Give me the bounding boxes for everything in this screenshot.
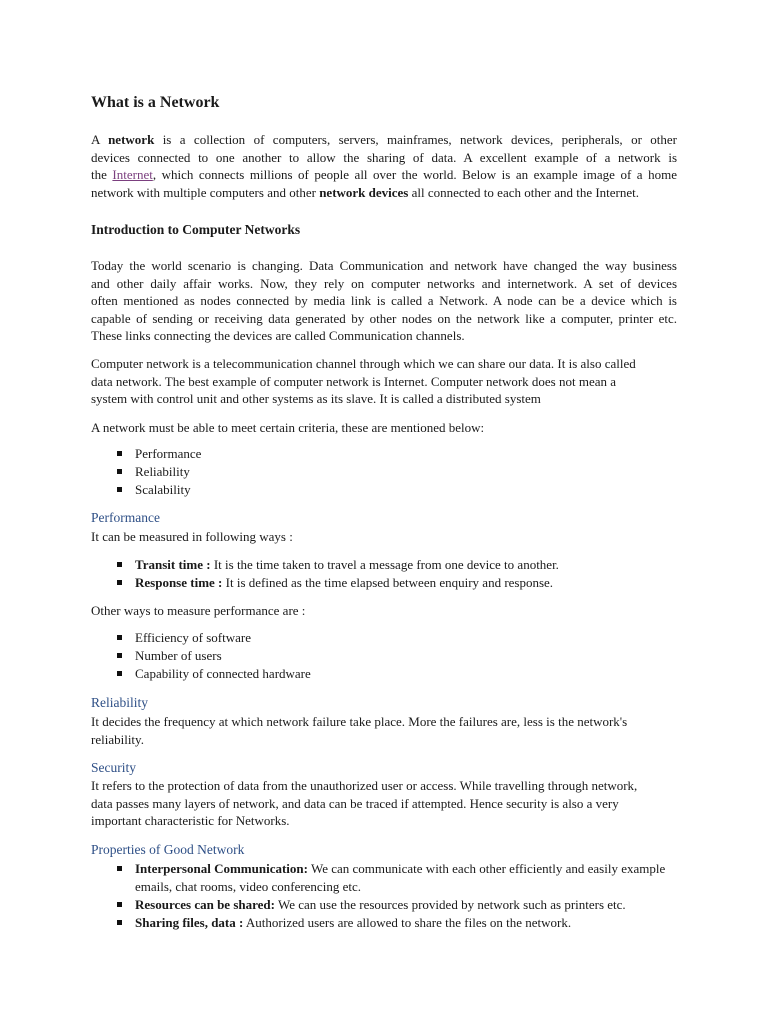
- heading-properties: Properties of Good Network: [91, 842, 245, 857]
- list-item: Scalability: [117, 481, 677, 499]
- page-title: What is a Network: [91, 94, 220, 111]
- paragraph-computer-network: Computer network is a telecommunication channel through which we can share our data. It is also called data network. The best example of computer network is Internet. Computer network does not mean a system with control unit and other systems as its slave. It is called a distributed system: [91, 356, 636, 406]
- list-item: Transit time : It is the time taken to travel a message from one device to another.: [117, 556, 677, 574]
- paragraph-criteria: A network must be able to meet certain criteria, these are mentioned below:: [91, 420, 485, 435]
- reliability-paragraph: It decides the frequency at which network failure take place. More the failures are, less is the network's reliability.: [91, 714, 628, 747]
- list-item: Number of users: [117, 647, 677, 665]
- intro-paragraph: A network is a collection of computers, servers, mainframes, network devices, peripherals, or other devices connected to one another to allow the sharing of data. A excellent example of a network is the Internet, which connects millions of people all over the world. Below is an example image of a home network with multiple computers and other network devices all connected to each other and the Internet.: [91, 132, 678, 200]
- list-item: Response time : It is defined as the time elapsed between enquiry and response.: [117, 574, 677, 592]
- internet-link[interactable]: Internet: [112, 167, 153, 182]
- heading-reliability: Reliability: [91, 695, 148, 710]
- performance-other-list: [117, 629, 677, 683]
- heading-performance: Performance: [91, 510, 160, 525]
- security-paragraph: It refers to the protection of data from the unauthorized user or access. While travelling through network, data passes many layers of network, and data can be traced if attempted. Hence security is also a very important characteristic for Networks.: [91, 778, 638, 828]
- list-item: Efficiency of software: [117, 629, 677, 647]
- criteria-list: [117, 445, 677, 499]
- list-item: Interpersonal Communication: We can communicate with each other efficiently and easily example emails, chat rooms, video conferencing etc.: [117, 860, 677, 896]
- paragraph-world-scenario: Today the world scenario is changing. Data Communication and network have changed the way business and other daily affair works. Now, they rely on computer networks and internetwork. A set of devices often mentioned as nodes connected by media link is called a Network. A node can be a device which is capable of sending or receiving data generated by other nodes on the network like a computer, printer etc. These links connecting the devices are called Communication channels.: [91, 258, 677, 343]
- term-network: network: [108, 132, 155, 147]
- performance-measures-list: [117, 556, 677, 592]
- list-item: Performance: [117, 445, 677, 463]
- term-network-devices: network devices: [319, 184, 409, 200]
- properties-list: [117, 860, 677, 932]
- list-item: Reliability: [117, 463, 677, 481]
- heading-security: Security: [91, 760, 136, 775]
- list-item: Sharing files, data : Authorized users are allowed to share the files on the network.: [117, 914, 677, 932]
- performance-other-lead: Other ways to measure performance are :: [91, 603, 306, 618]
- section-heading: Introduction to Computer Networks: [91, 222, 301, 237]
- list-item: Capability of connected hardware: [117, 665, 677, 683]
- performance-lead: It can be measured in following ways :: [91, 529, 293, 544]
- list-item: Resources can be shared: We can use the resources provided by network such as printers etc.: [117, 896, 677, 914]
